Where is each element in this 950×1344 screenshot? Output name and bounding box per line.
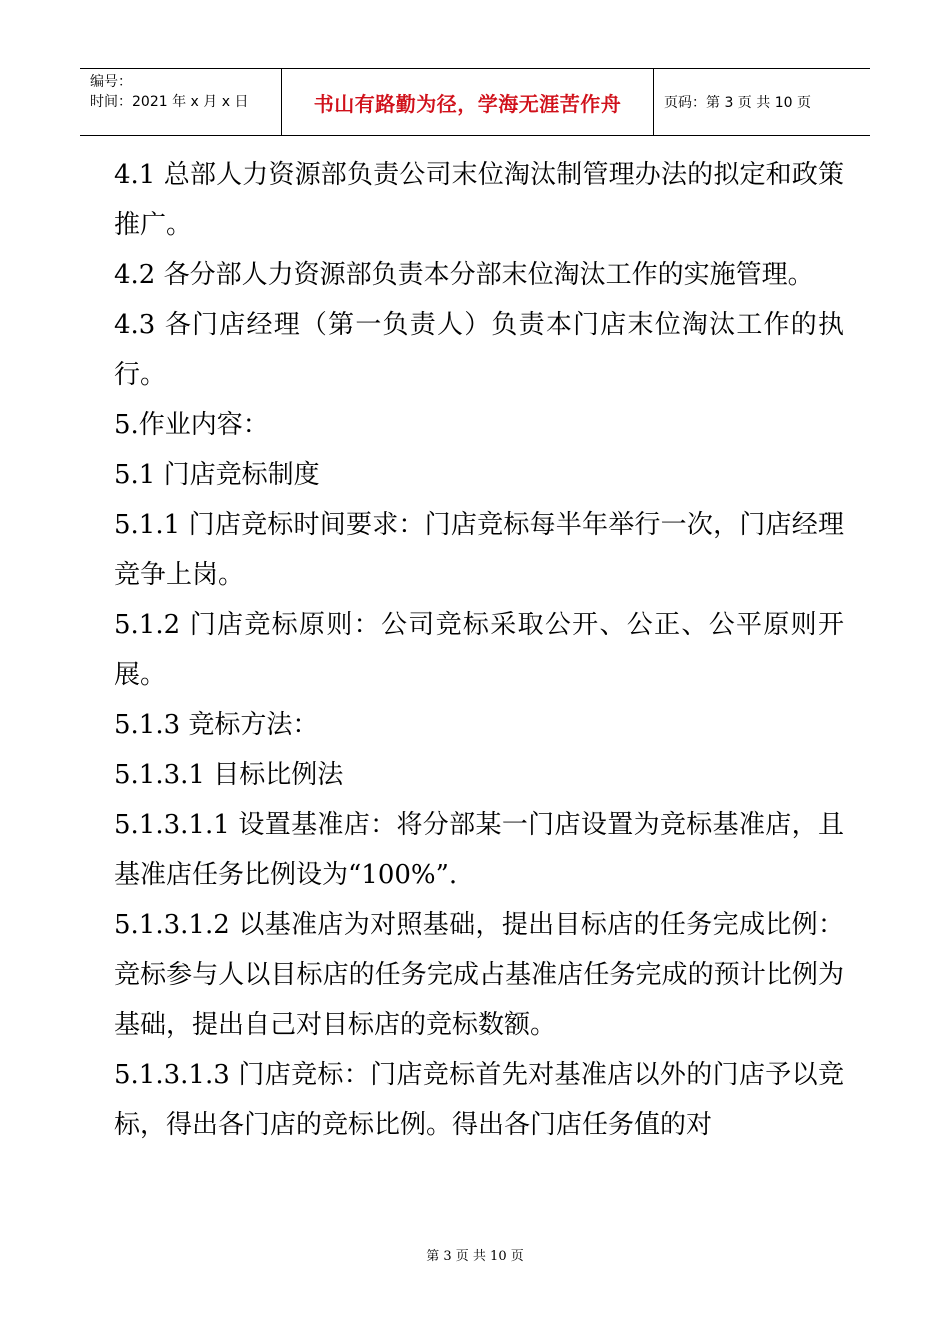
section-heading-5-1-3: 5.1.3 竞标方法： [114,710,319,740]
time-label: 时间：2021 年 x 月 x 日 [90,94,249,110]
header-page-cell [654,69,870,135]
motto-text: 书山有路勤为径，学海无涯苦作舟 [313,91,622,116]
paragraph-5-1-2: 5.1.2 门店竞标原则：公司竞标采取公开、公正、公平原则开展。 [114,610,844,690]
paragraph-5-1-3-1-2: 5.1.3.1.2 以基准店为对照基础，提出目标店的任务完成比例：竞标参与人以目标店的任务完成占基准店任务完成的预计比例为基础，提出自己对目标店的竞标数额。 [114,910,844,1040]
number-label: 编号： [90,74,132,90]
paragraph-4-3: 4.3 各门店经理（第一负责人）负责本门店末位淘汰工作的执行。 [114,310,844,390]
page-info: 页码：第 3 页 共 10 页 [664,95,811,111]
header-meta-cell [80,69,282,135]
section-heading-5: 5.作业内容： [114,410,269,440]
section-heading-5-1: 5.1 门店竞标制度 [114,460,320,490]
document-body [114,150,844,1150]
document-header [80,68,870,136]
paragraph-5-1-3-1-1: 5.1.3.1.1 设置基准店：将分部某一门店设置为竞标基准店，且基准店任务比例设为“100%”. [114,810,844,890]
paragraph-5-1-3-1-3: 5.1.3.1.3 门店竞标：门店竞标首先对基准店以外的门店予以竞标，得出各门店的竞标比例。得出各门店任务值的对 [114,1060,844,1140]
paragraph-5-1-1: 5.1.1 门店竞标时间要求：门店竞标每半年举行一次，门店经理竞争上岗。 [114,510,844,590]
section-heading-5-1-3-1: 5.1.3.1 目标比例法 [114,760,344,790]
paragraph-4-2: 4.2 各分部人力资源部负责本分部末位淘汰工作的实施管理。 [114,260,814,290]
page-footer: 第 3 页 共 10 页 [426,1249,524,1264]
paragraph-4-1: 4.1 总部人力资源部负责公司末位淘汰制管理办法的拟定和政策推广。 [114,160,844,240]
header-motto-cell [282,69,654,135]
